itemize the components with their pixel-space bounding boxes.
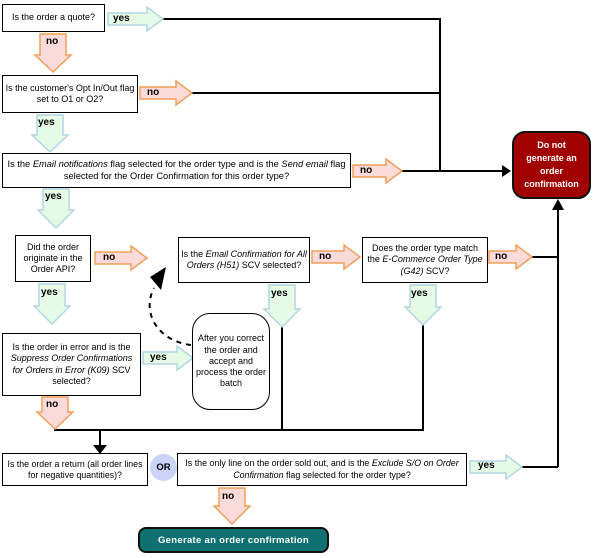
connector-quote-yes-to-merge [163, 19, 440, 171]
edge-label-email-no: no [360, 165, 373, 176]
edge-label-opt-yes: yes [38, 117, 55, 128]
text-fragment: Does the order type match the [367, 243, 479, 265]
decision-g42-scv [362, 237, 488, 283]
text-fragment-italic: E-Commerce Order Type (G42) [382, 254, 483, 276]
edge-label-quote-yes: yes [113, 13, 130, 24]
text-fragment: Is the order in error and is the [12, 342, 131, 352]
or-label: OR [156, 462, 171, 473]
decision-order-api-origin [15, 235, 91, 282]
box-text [181, 249, 307, 272]
text-fragment: flag selected for the Order Confirmation for this order type? [63, 158, 346, 181]
edge-label-k09-yes: yes [150, 352, 167, 363]
edge-label-soldout-yes: yes [478, 460, 495, 471]
text-fragment: SCV selected? [239, 260, 302, 270]
terminal-text: Do not generate an order confirmation [524, 139, 579, 190]
arrowhead-into-stop-bottom [552, 199, 564, 210]
edge-label-quote-no: no [46, 36, 59, 47]
terminal-generate-confirmation [138, 527, 329, 553]
decision-is-order-a-quote [2, 4, 105, 32]
box-text: Is the customer's Opt In/Out flag set to O1 or O2? [5, 82, 135, 104]
box-text: After you correct the order and accept and process the order batch [195, 333, 267, 389]
box-text: Is the order a return (all order lines for negative quantities)? [7, 458, 143, 480]
text-fragment-italic: Suppress Order Confirmations for Orders in Error (K09) [10, 353, 133, 375]
process-correct-order-batch [192, 313, 270, 410]
text-fragment-italic: Send email [281, 158, 328, 169]
box-text [365, 243, 485, 277]
decision-email-notifications-flags [2, 153, 351, 188]
edge-label-h51-yes: yes [271, 288, 288, 299]
dashed-feedback-curve [150, 288, 191, 345]
text-fragment: Is the only line on the order sold out, and is the [185, 458, 372, 469]
edge-label-api-yes: yes [41, 287, 58, 298]
arrowhead-dashed-feedback [150, 267, 166, 290]
text-fragment: Is the [7, 158, 33, 169]
arrowhead-into-stop-left [502, 165, 511, 177]
text-fragment: SCV? [423, 265, 450, 276]
text-fragment: Is the [181, 248, 206, 259]
text-fragment: SCV selected? [52, 364, 131, 386]
decision-h51-scv [178, 237, 310, 283]
text-fragment: flag selected for the order type? [283, 469, 411, 480]
box-text [5, 159, 348, 182]
terminal-text: Generate an order confirmation [157, 534, 309, 546]
decision-opt-in-out-flag [2, 75, 138, 113]
edge-label-h51-no: no [319, 251, 332, 262]
text-fragment-italic: Email notifications [32, 158, 108, 169]
edge-label-soldout-no: no [222, 491, 235, 502]
box-text [180, 458, 464, 480]
box-text: Did the order originate in the Order API? [23, 241, 83, 275]
box-text [5, 342, 138, 387]
box-text: Is the order a quote? [11, 12, 96, 23]
edge-label-email-yes: yes [45, 191, 62, 202]
decision-order-is-return [2, 453, 148, 486]
or-connector-badge [150, 454, 177, 481]
text-fragment: flag selected for the order type and is the [107, 158, 282, 169]
decision-k09-scv [2, 333, 141, 396]
edge-label-g42-no: no [495, 251, 508, 262]
edge-label-k09-no: no [46, 399, 59, 410]
decision-sold-out-exclude-so [177, 453, 467, 486]
text-fragment-italic: Exclude S/O on Order Confirmation [233, 458, 459, 480]
edge-label-g42-yes: yes [411, 288, 428, 299]
edge-label-api-no: no [103, 252, 116, 263]
text-fragment-italic: Email Confirmation for All Orders (H51) [186, 248, 307, 270]
terminal-do-not-generate [512, 131, 591, 199]
edge-label-opt-no: no [147, 87, 160, 98]
